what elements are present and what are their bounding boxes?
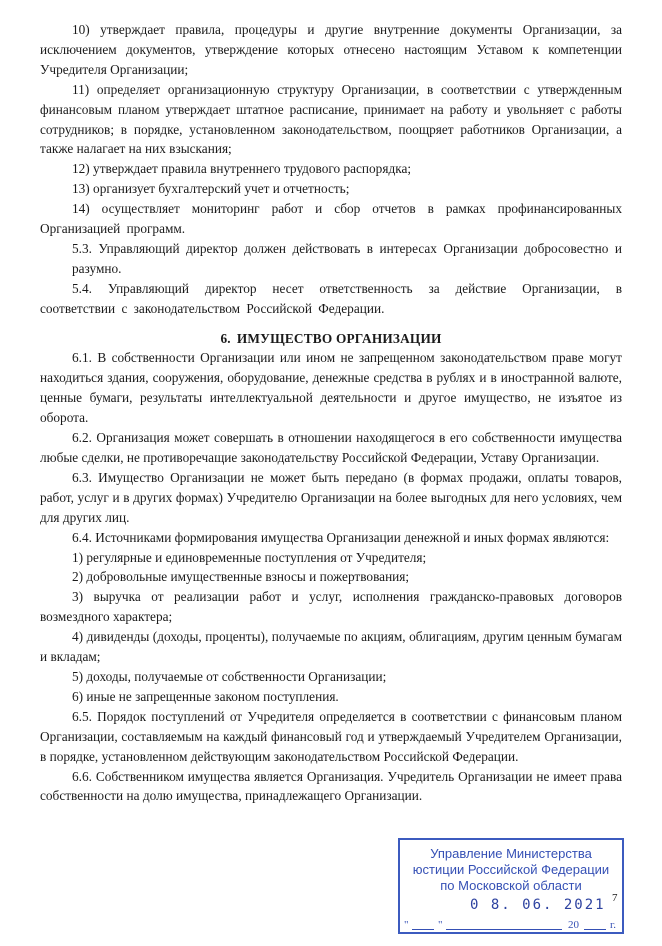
paragraph-5-3: 5.3. Управляющий директор должен действовать в интересах Организации добросовестно и разумно. [72,240,622,276]
stamp-date: 0 8. 06. 2021 [470,897,606,913]
source-item-3: 3) выручка от реализации работ и услуг, исполнения гражданско-правовых договоров возмездного характера; [40,589,622,625]
paragraph-6-6: 6.6. Собственником имущества является Организация. Учредитель Организации не имеет права собственности на долю имущества, принадлежащего Организации. [40,768,622,804]
source-item-1: 1) регулярные и единовременные поступления от Учредителя; [72,549,427,565]
paragraph-6-4: 6.4. Источниками формирования имущества Организации денежной и иных формах являются: [72,529,610,545]
blank-year-line [584,929,606,930]
stamp-line-1: Управление Министерства [430,846,592,861]
blank-quote-close: " [438,919,443,931]
stamp-line-2: юстиции Российской Федерации [412,862,610,877]
blank-month-line [446,929,562,930]
paragraph-6-2: 6.2. Организация может совершать в отношении находящегося в его собственности имущества любые сделки, не противоречащие законодательству Российской Федерации, Уставу Организации. [40,430,622,466]
source-item-5: 5) доходы, получаемые от собственности Организации; [72,668,387,684]
paragraph-6-1: 6.1. В собственности Организации или ином не запрещенном законодательством праве могут находиться здания, сооружения, оборудование, денежные средства в рублях и в иностранной валюте, ценные бумаги, результаты интеллектуальной деятельности и другое имущество, не изъятое из оборота. [40,350,622,426]
blank-year-suffix: г. [610,919,617,931]
text-block-top [40,20,622,806]
source-item-4: 4) дивиденды (доходы, проценты), получаемые по акциям, облигациям, другим ценным бумагам и вкладам; [40,629,622,665]
stamp-line-3: по Московской области [440,878,582,893]
stamp-date-blank [404,918,620,932]
blank-quote-open: " [404,919,409,931]
section-number: 6. [220,330,231,346]
section-title: ИМУЩЕСТВО ОРГАНИЗАЦИИ [236,330,442,346]
source-item-2: 2) добровольные имущественные взносы и пожертвования; [72,569,410,585]
paragraph-5-4: 5.4. Управляющий директор несет ответственность за действие Организации, в соответствии с законодательством Российской Федерации. [40,280,622,316]
paragraph-item-14: 14) осуществляет мониторинг работ и сбор отчетов в рамках профинансированных Организацией программ. [40,201,622,237]
paragraph-6-5: 6.5. Порядок поступлений от Учредителя определяется в соответствии с финансовым планом Организации, составляемым на каждый финансовый год и утверждаемый Учредителем Организации, в порядке, установленном действующим законодательством Российской Федерации. [40,708,622,764]
paragraph-item-12: 12) утверждает правила внутреннего трудового распорядка; [72,161,412,177]
paragraph-item-13: 13) организует бухгалтерский учет и отчетность; [72,181,350,197]
registration-stamp [398,838,624,934]
section-heading [40,329,622,349]
paragraph-6-3: 6.3. Имущество Организации не может быть передано (в формах продажи, оплаты товаров, работ, услуг и в других формах) Учредителю Организации на более выгодных для него условиях, чем для других лиц. [40,469,622,525]
source-item-6: 6) иные не запрещенные законом поступления. [72,688,339,704]
blank-day-line [412,929,434,930]
blank-year-prefix: 20 [568,919,579,931]
page-number: 7 [612,892,618,904]
paragraph-item-11: 11) определяет организационную структуру Организации, в соответствии с утвержденным финансовым планом утверждает штатное расписание, принимает на работу и увольняет с работы сотрудников; в порядке, установленном законодательством, поощряет работников Организации, а также налагает на них взыскания; [40,81,622,157]
paragraph-item-10: 10) утверждает правила, процедуры и другие внутренние документы Организации, за исключением документов, утверждение которых отнесено настоящим Уставом к компетенции Учредителя Организации; [40,22,622,77]
